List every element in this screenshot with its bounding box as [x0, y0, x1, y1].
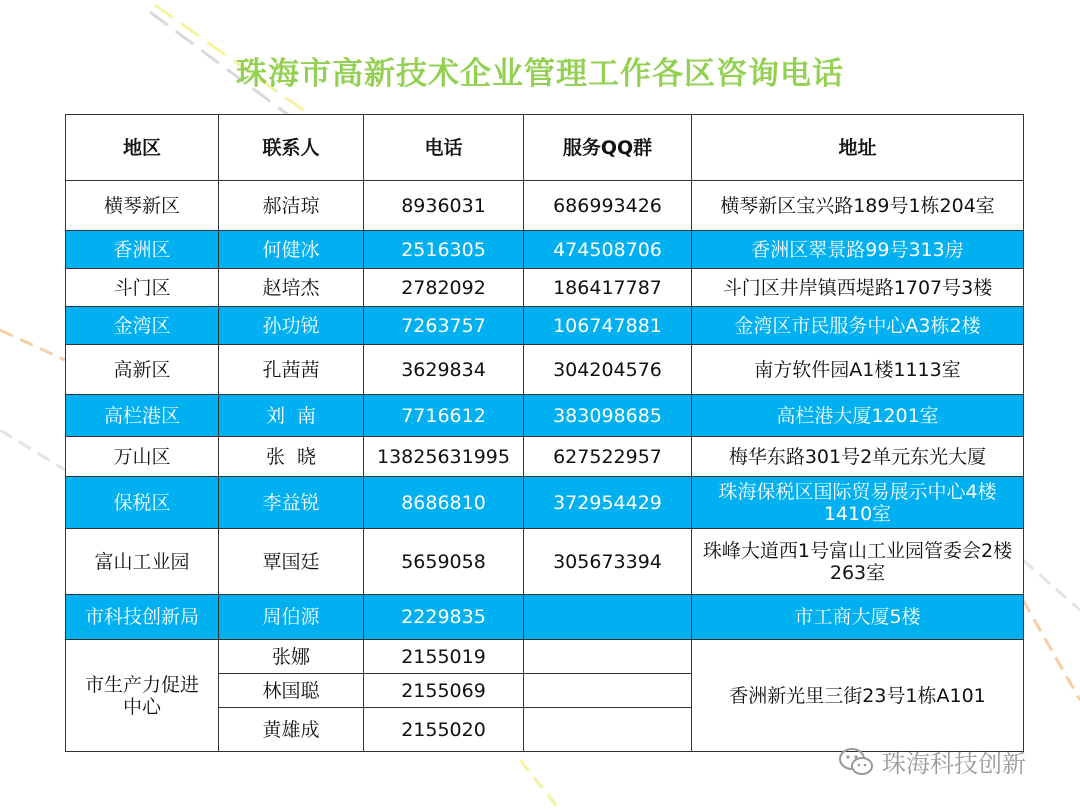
- cell-area: 富山工业园: [66, 529, 219, 595]
- cell-phone: 8686810: [364, 477, 524, 529]
- watermark: [838, 744, 1026, 779]
- cell-phone: 2782092: [364, 269, 524, 307]
- cell-area: 香洲区: [66, 231, 219, 269]
- cell-phone: 13825631995: [364, 437, 524, 477]
- cell-address: 金湾区市民服务中心A3栋2楼: [692, 307, 1024, 345]
- cell-area: 市科技创新局: [66, 595, 219, 640]
- cell-qq: [524, 708, 692, 752]
- cell-contact: 周伯源: [219, 595, 364, 640]
- watermark-text: 珠海科技创新: [882, 750, 1026, 778]
- table-row: [66, 595, 1024, 640]
- cell-phone: 5659058: [364, 529, 524, 595]
- cell-qq: [524, 674, 692, 708]
- cell-qq: 305673394: [524, 529, 692, 595]
- cell-phone: 2155069: [364, 674, 524, 708]
- table-row: [66, 395, 1024, 437]
- table-row: [66, 181, 1024, 231]
- cell-phone: 2155020: [364, 708, 524, 752]
- cell-contact: 孙功锐: [219, 307, 364, 345]
- cell-qq: 304204576: [524, 345, 692, 395]
- cell-address: 南方软件园A1楼1113室: [692, 345, 1024, 395]
- page-title: 珠海市高新技术企业管理工作各区咨询电话: [236, 56, 844, 92]
- table-row: [66, 345, 1024, 395]
- cell-address: 香洲新光里三街23号1栋A101: [692, 640, 1024, 752]
- cell-qq: [524, 640, 692, 674]
- cell-contact: 黄雄成: [219, 708, 364, 752]
- cell-qq: 186417787: [524, 269, 692, 307]
- cell-phone: 2516305: [364, 231, 524, 269]
- cell-contact: 孔茜茜: [219, 345, 364, 395]
- table-row: [66, 269, 1024, 307]
- cell-area: 保税区: [66, 477, 219, 529]
- cell-qq: 106747881: [524, 307, 692, 345]
- cell-qq: 686993426: [524, 181, 692, 231]
- table-row: [66, 231, 1024, 269]
- cell-address: 梅华东路301号2单元东光大厦: [692, 437, 1024, 477]
- header-contact: 联系人: [219, 115, 364, 181]
- cell-phone: 2155019: [364, 640, 524, 674]
- table-row: [66, 640, 1024, 674]
- table-row: [66, 529, 1024, 595]
- contact-table: [65, 114, 1024, 752]
- table-row: [66, 307, 1024, 345]
- cell-phone: 7716612: [364, 395, 524, 437]
- cell-area: 横琴新区: [66, 181, 219, 231]
- cell-address: 珠海保税区国际贸易展示中心4楼1410室: [692, 477, 1024, 529]
- cell-area: 金湾区: [66, 307, 219, 345]
- cell-qq: 474508706: [524, 231, 692, 269]
- cell-area: 万山区: [66, 437, 219, 477]
- cell-address: 香洲区翠景路99号313房: [692, 231, 1024, 269]
- cell-area: 斗门区: [66, 269, 219, 307]
- cell-address: 高栏港大厦1201室: [692, 395, 1024, 437]
- cell-area: 高栏港区: [66, 395, 219, 437]
- cell-contact: 张 晓: [219, 437, 364, 477]
- wechat-icon: [838, 747, 874, 777]
- cell-contact: 赵培杰: [219, 269, 364, 307]
- cell-contact: 张娜: [219, 640, 364, 674]
- cell-address: 横琴新区宝兴路189号1栋204室: [692, 181, 1024, 231]
- cell-phone: 2229835: [364, 595, 524, 640]
- cell-address: 市工商大厦5楼: [692, 595, 1024, 640]
- cell-contact: 刘 南: [219, 395, 364, 437]
- cell-qq: 383098685: [524, 395, 692, 437]
- table-row: [66, 437, 1024, 477]
- cell-area: 高新区: [66, 345, 219, 395]
- cell-contact: 李益锐: [219, 477, 364, 529]
- cell-contact: 郝洁琼: [219, 181, 364, 231]
- header-phone: 电话: [364, 115, 524, 181]
- cell-qq: 627522957: [524, 437, 692, 477]
- header-address: 地址: [692, 115, 1024, 181]
- cell-area: 市生产力促进中心: [66, 640, 219, 752]
- cell-address: 斗门区井岸镇西堤路1707号3楼: [692, 269, 1024, 307]
- cell-contact: 覃国廷: [219, 529, 364, 595]
- cell-contact: 何健冰: [219, 231, 364, 269]
- cell-qq: 372954429: [524, 477, 692, 529]
- cell-address: 珠峰大道西1号富山工业园管委会2楼263室: [692, 529, 1024, 595]
- header-area: 地区: [66, 115, 219, 181]
- cell-phone: 8936031: [364, 181, 524, 231]
- cell-phone: 3629834: [364, 345, 524, 395]
- cell-qq: [524, 595, 692, 640]
- table-row: [66, 477, 1024, 529]
- header-qq: 服务QQ群: [524, 115, 692, 181]
- cell-contact: 林国聪: [219, 674, 364, 708]
- table-header-row: [66, 115, 1024, 181]
- cell-phone: 7263757: [364, 307, 524, 345]
